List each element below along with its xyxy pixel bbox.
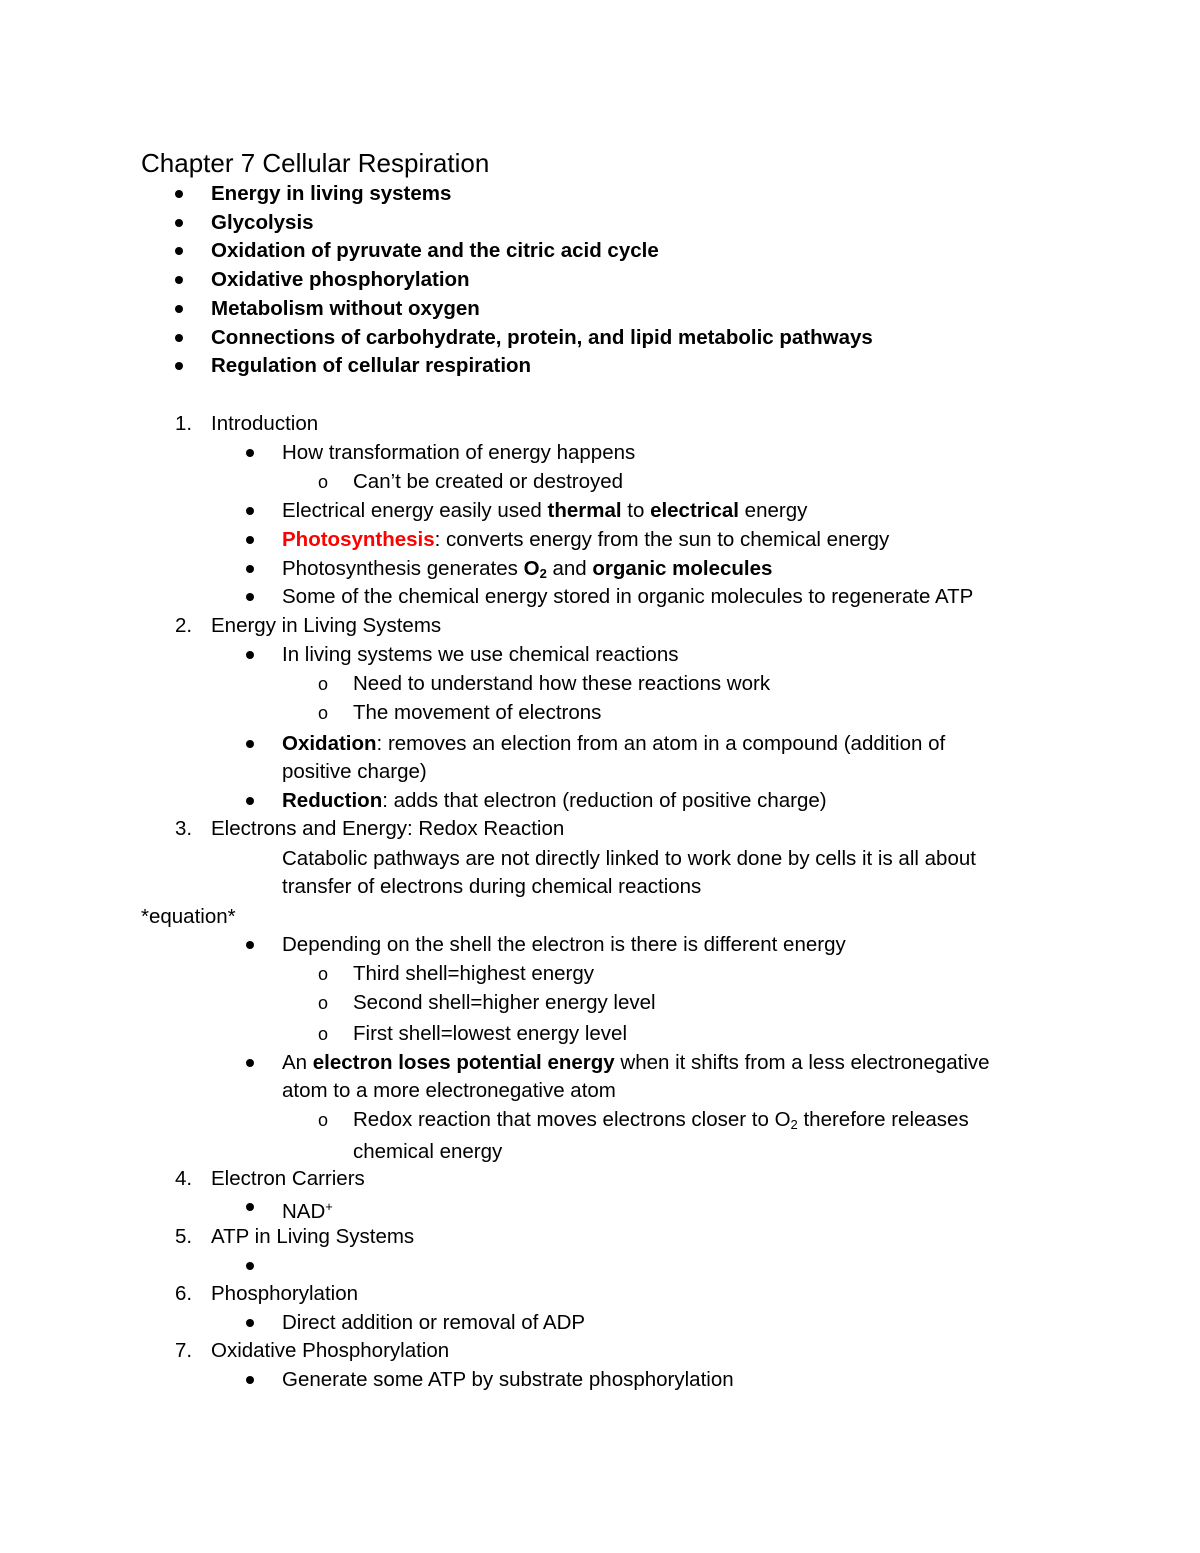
outline-item: Oxidative phosphorylation: [211, 268, 470, 291]
bullet-icon: [246, 740, 254, 748]
list-item: Generate some ATP by substrate phosphorylation: [282, 1368, 734, 1391]
circle-bullet-icon: o: [318, 993, 329, 1013]
bullet-icon: [246, 1319, 254, 1327]
list-item: Electrical energy easily used thermal to electrical energy: [282, 499, 808, 522]
circle-bullet-icon: o: [318, 1024, 329, 1044]
bullet-icon: [246, 565, 254, 573]
bullet-icon: [175, 334, 183, 342]
page-title: Chapter 7 Cellular Respiration: [141, 148, 490, 178]
list-item: Can’t be created or destroyed: [353, 470, 624, 493]
section-heading: Phosphorylation: [211, 1282, 359, 1305]
section-heading: Electron Carriers: [211, 1167, 365, 1190]
outline-item: Regulation of cellular respiration: [211, 354, 532, 377]
bullet-icon: [246, 941, 254, 949]
outline-item: Metabolism without oxygen: [211, 297, 480, 320]
bullet-icon: [246, 449, 254, 457]
section-number: 7.: [175, 1339, 193, 1362]
list-item: Third shell=highest energy: [353, 962, 595, 985]
list-item: Depending on the shell the electron is there is different energy: [282, 933, 846, 956]
outline-item: Energy in living systems: [211, 182, 452, 205]
bullet-icon: [246, 1203, 254, 1211]
outline-item: Oxidation of pyruvate and the citric acid cycle: [211, 239, 659, 262]
list-item-continuation: atom to a more electronegative atom: [282, 1079, 616, 1102]
circle-bullet-icon: o: [318, 472, 329, 492]
section-number: 5.: [175, 1225, 193, 1248]
bullet-icon: [246, 507, 254, 515]
section-heading: Introduction: [211, 412, 319, 435]
list-item: Oxidation: removes an election from an atom in a compound (addition of: [282, 732, 946, 755]
list-item: The movement of electrons: [353, 701, 602, 724]
circle-bullet-icon: o: [318, 674, 329, 694]
equation-placeholder: *equation*: [141, 905, 236, 928]
section-number: 6.: [175, 1282, 193, 1305]
list-item: Second shell=higher energy level: [353, 991, 656, 1014]
outline-item: Connections of carbohydrate, protein, and lipid metabolic pathways: [211, 326, 873, 349]
list-item-continuation: chemical energy: [353, 1140, 503, 1163]
circle-bullet-icon: o: [318, 703, 329, 723]
section-number: 4.: [175, 1167, 193, 1190]
bullet-icon: [246, 651, 254, 659]
section-number: 2.: [175, 614, 193, 637]
paragraph-line: transfer of electrons during chemical reactions: [282, 875, 702, 898]
bullet-icon: [175, 362, 183, 370]
list-item: NAD+: [282, 1199, 333, 1223]
bullet-icon: [246, 797, 254, 805]
list-item: In living systems we use chemical reactions: [282, 643, 679, 666]
section-number: 1.: [175, 412, 193, 435]
list-item: Photosynthesis generates $O_2$ and organic molecules: [282, 557, 773, 581]
section-number: 3.: [175, 817, 193, 840]
bullet-icon: [246, 593, 254, 601]
bullet-icon: [246, 1376, 254, 1384]
list-item: Some of the chemical energy stored in organic molecules to regenerate ATP: [282, 585, 974, 608]
paragraph-line: Catabolic pathways are not directly linked to work done by cells it is all about: [282, 847, 976, 870]
section-heading: Electrons and Energy: Redox Reaction: [211, 817, 565, 840]
list-item: Redox reaction that moves electrons closer to $O_2$ therefore releases: [353, 1108, 969, 1132]
bullet-icon: [246, 1059, 254, 1067]
section-heading: ATP in Living Systems: [211, 1225, 415, 1248]
bullet-icon: [175, 190, 183, 198]
bullet-icon: [175, 276, 183, 284]
circle-bullet-icon: o: [318, 1110, 329, 1130]
section-heading: Energy in Living Systems: [211, 614, 442, 637]
bullet-icon: [175, 305, 183, 313]
circle-bullet-icon: o: [318, 964, 329, 984]
list-item: First shell=lowest energy level: [353, 1022, 628, 1045]
list-item-continuation: positive charge): [282, 760, 427, 783]
highlight-term: Photosynthesis: [282, 528, 435, 551]
section-heading: Oxidative Phosphorylation: [211, 1339, 450, 1362]
list-item: Photosynthesis: converts energy from the sun to chemical energy: [282, 528, 890, 551]
bullet-icon: [246, 536, 254, 544]
bullet-icon: [175, 219, 183, 227]
bullet-icon: [175, 247, 183, 255]
list-item: Direct addition or removal of ADP: [282, 1311, 586, 1334]
bullet-icon: [246, 1262, 254, 1270]
list-item: An electron loses potential energy when it shifts from a less electronegative: [282, 1051, 990, 1074]
list-item: Reduction: adds that electron (reduction of positive charge): [282, 789, 827, 812]
outline-item: Glycolysis: [211, 211, 314, 234]
list-item: Need to understand how these reactions work: [353, 672, 771, 695]
list-item: How transformation of energy happens: [282, 441, 636, 464]
